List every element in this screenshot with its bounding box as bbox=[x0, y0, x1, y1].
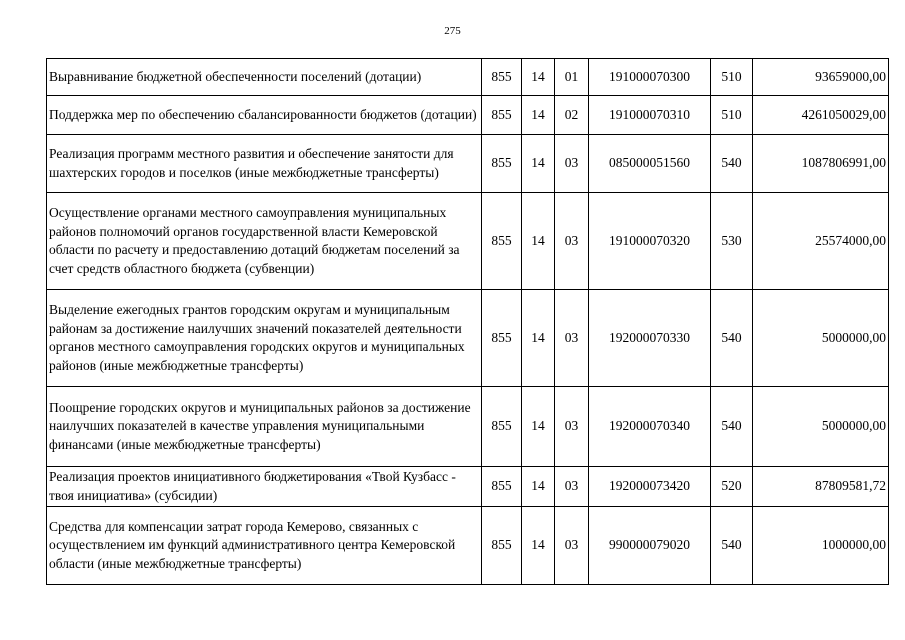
ministry-code: 855 bbox=[482, 507, 522, 585]
section-code: 14 bbox=[522, 387, 555, 467]
ministry-code: 855 bbox=[482, 467, 522, 507]
subsection-code: 03 bbox=[555, 507, 589, 585]
table-row bbox=[47, 59, 889, 96]
target-article-code: 191000070320 bbox=[589, 193, 711, 290]
row-description: Реализация программ местного развития и обеспечение занятости для шахтерских городов и поселков (иные межбюджетные трансферты) bbox=[47, 135, 482, 193]
expense-type-code: 540 bbox=[711, 135, 753, 193]
subsection-code: 03 bbox=[555, 290, 589, 387]
expense-type-code: 510 bbox=[711, 96, 753, 135]
table-row bbox=[47, 193, 889, 290]
table-row bbox=[47, 135, 889, 193]
ministry-code: 855 bbox=[482, 193, 522, 290]
section-code: 14 bbox=[522, 467, 555, 507]
amount: 1087806991,00 bbox=[753, 135, 889, 193]
row-description: Поддержка мер по обеспечению сбалансированности бюджетов (дотации) bbox=[47, 96, 482, 135]
target-article-code: 191000070300 bbox=[589, 59, 711, 96]
row-description: Средства для компенсации затрат города Кемерово, связанных с осуществлением им функций административного центра Кемеровской области (иные межбюджетные трансферты) bbox=[47, 507, 482, 585]
ministry-code: 855 bbox=[482, 96, 522, 135]
table-row bbox=[47, 507, 889, 585]
expense-type-code: 510 bbox=[711, 59, 753, 96]
section-code: 14 bbox=[522, 96, 555, 135]
row-description: Выравнивание бюджетной обеспеченности поселений (дотации) bbox=[47, 59, 482, 96]
ministry-code: 855 bbox=[482, 135, 522, 193]
target-article-code: 085000051560 bbox=[589, 135, 711, 193]
target-article-code: 191000070310 bbox=[589, 96, 711, 135]
expense-type-code: 520 bbox=[711, 467, 753, 507]
section-code: 14 bbox=[522, 290, 555, 387]
target-article-code: 192000070340 bbox=[589, 387, 711, 467]
subsection-code: 03 bbox=[555, 193, 589, 290]
amount: 4261050029,00 bbox=[753, 96, 889, 135]
subsection-code: 03 bbox=[555, 387, 589, 467]
row-description: Поощрение городских округов и муниципальных районов за достижение наилучших показателей в качестве управления муниципальными финансами (иные межбюджетные трансферты) bbox=[47, 387, 482, 467]
subsection-code: 03 bbox=[555, 135, 589, 193]
subsection-code: 01 bbox=[555, 59, 589, 96]
section-code: 14 bbox=[522, 193, 555, 290]
amount: 5000000,00 bbox=[753, 290, 889, 387]
budget-table bbox=[46, 58, 889, 585]
expense-type-code: 540 bbox=[711, 290, 753, 387]
expense-type-code: 530 bbox=[711, 193, 753, 290]
ministry-code: 855 bbox=[482, 290, 522, 387]
target-article-code: 192000070330 bbox=[589, 290, 711, 387]
table-row bbox=[47, 467, 889, 507]
ministry-code: 855 bbox=[482, 59, 522, 96]
subsection-code: 02 bbox=[555, 96, 589, 135]
row-description: Выделение ежегодных грантов городским округам и муниципальным районам за достижение наилучших значений показателей деятельности органов местного самоуправления городских округов и муниципальных районов (иные межбюджетные трансферты) bbox=[47, 290, 482, 387]
amount: 87809581,72 bbox=[753, 467, 889, 507]
ministry-code: 855 bbox=[482, 387, 522, 467]
amount: 25574000,00 bbox=[753, 193, 889, 290]
target-article-code: 192000073420 bbox=[589, 467, 711, 507]
expense-type-code: 540 bbox=[711, 387, 753, 467]
row-description: Осуществление органами местного самоуправления муниципальных районов полномочий органов государственной власти Кемеровской области по расчету и предоставлению дотаций бюджетам поселений за счет средств областного бюджета (субвенции) bbox=[47, 193, 482, 290]
target-article-code: 990000079020 bbox=[589, 507, 711, 585]
row-description: Реализация проектов инициативного бюджетирования «Твой Кузбасс - твоя инициатива» (субсидии) bbox=[47, 467, 482, 507]
amount: 93659000,00 bbox=[753, 59, 889, 96]
amount: 5000000,00 bbox=[753, 387, 889, 467]
table-row bbox=[47, 387, 889, 467]
section-code: 14 bbox=[522, 507, 555, 585]
table-row bbox=[47, 96, 889, 135]
table-row bbox=[47, 290, 889, 387]
expense-type-code: 540 bbox=[711, 507, 753, 585]
section-code: 14 bbox=[522, 135, 555, 193]
subsection-code: 03 bbox=[555, 467, 589, 507]
section-code: 14 bbox=[522, 59, 555, 96]
amount: 1000000,00 bbox=[753, 507, 889, 585]
page-number: 275 bbox=[444, 25, 461, 37]
